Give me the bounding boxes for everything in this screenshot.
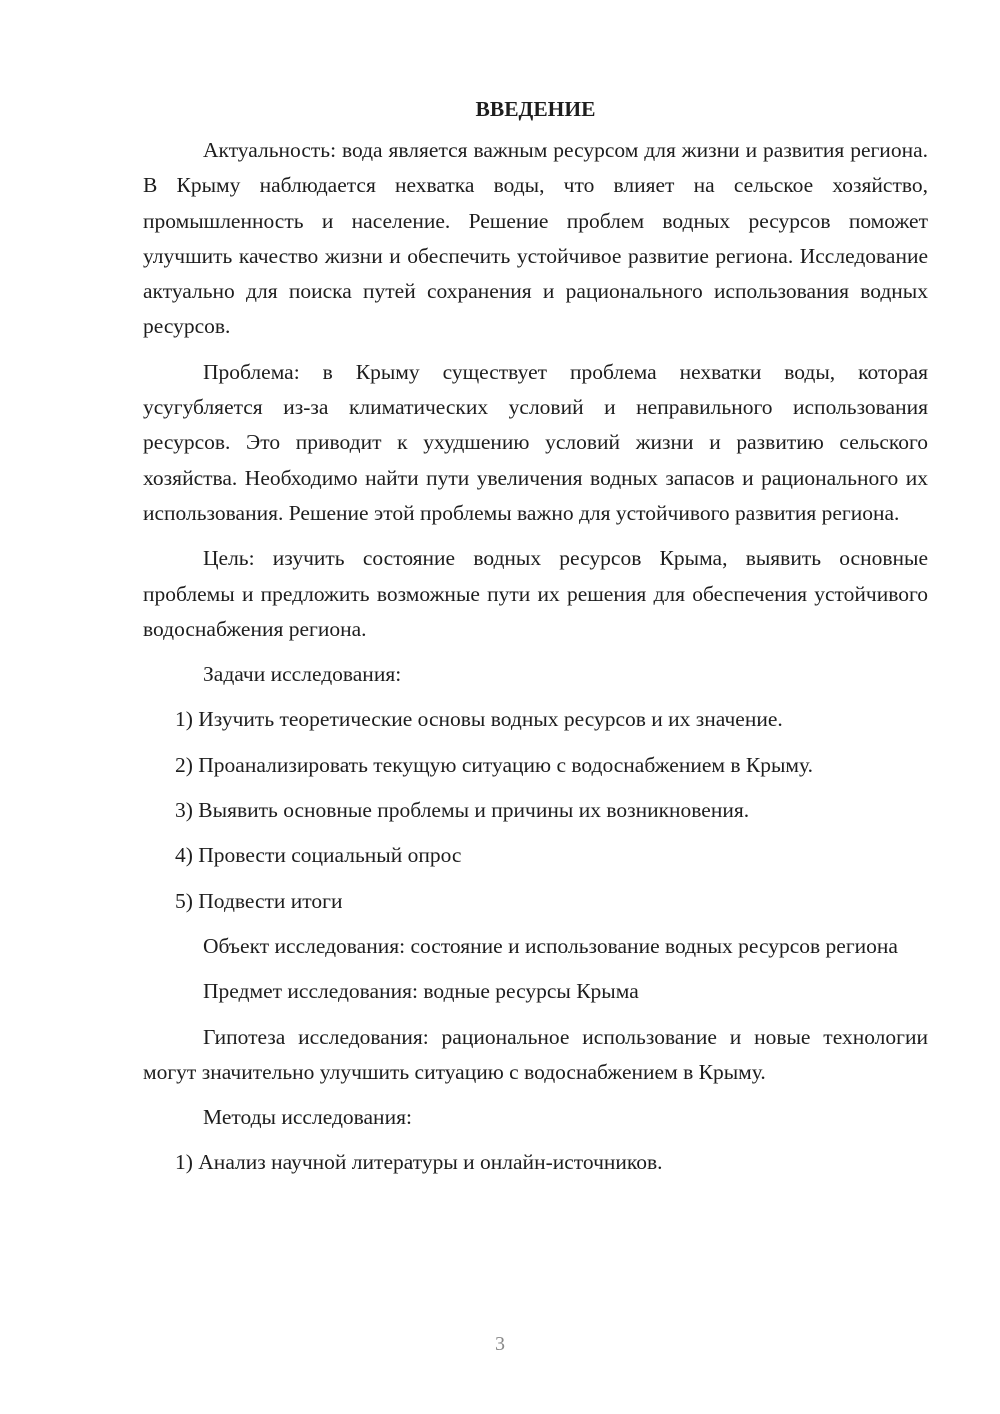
method-item: 1) Анализ научной литературы и онлайн-источников. [175,1150,663,1175]
document-page [143,92,928,1191]
hypothesis-paragraph: Гипотеза исследования: рациональное использование и новые технологии могут значительно улучшить ситуацию с водоснабжением в Крыму. [143,1024,928,1084]
object-paragraph: Объект исследования: состояние и использование водных ресурсов региона [203,933,898,958]
tasks-heading: Задачи исследования: [203,662,402,687]
page-number: 3 [495,1333,505,1355]
task-item: 3) Выявить основные проблемы и причины их возникновения. [175,798,750,823]
goal-paragraph: Цель: изучить состояние водных ресурсов Крыма, выявить основные проблемы и предложить возможные пути их решения для обеспечения устойчивого водоснабжения региона. [143,546,928,641]
section-title: ВВЕДЕНИЕ [475,97,596,121]
task-item: 4) Провести социальный опрос [175,843,462,868]
task-item: 1) Изучить теоретические основы водных ресурсов и их значение. [175,707,783,732]
problem-paragraph: Проблема: в Крыму существует проблема нехватки воды, которая усугубляется из-за климатических условий и неправильного использования ресурсов. Это приводит к ухудшению условий жизни и развитию сельского хозяйства. Необходимо найти пути увеличения водных запасов и рационального их использования. Решение этой проблемы важно для устойчивого развития региона. [143,359,928,525]
task-item: 5) Подвести итоги [175,888,343,913]
subject-paragraph: Предмет исследования: водные ресурсы Крыма [203,979,639,1004]
task-item: 2) Проанализировать текущую ситуацию с водоснабжением в Крыму. [175,752,814,777]
relevance-paragraph: Актуальность: вода является важным ресурсом для жизни и развития региона. В Крыму наблюдается нехватка воды, что влияет на сельское хозяйство, промышленность и население. Решение проблем водных ресурсов поможет улучшить качество жизни и обеспечить устойчивое развитие региона. Исследование актуально для поиска путей сохранения и рационального использования водных ресурсов. [143,138,928,339]
methods-heading: Методы исследования: [203,1105,412,1130]
